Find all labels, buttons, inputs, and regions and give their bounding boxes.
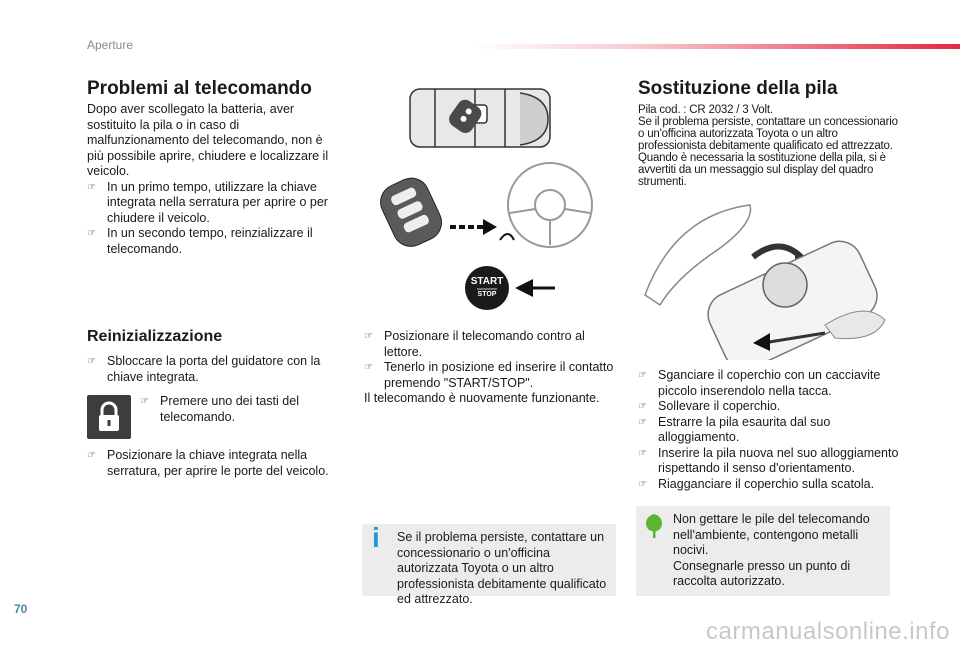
pointing-hand-bullet-icon: ☞ bbox=[638, 416, 647, 428]
battery-code: Pila cod. : CR 2032 / 3 Volt. bbox=[638, 104, 773, 116]
van-key-illustration bbox=[365, 85, 620, 315]
bullet-text: Tenerlo in posizione ed inserire il contatto premendo "START/STOP". bbox=[384, 360, 614, 390]
battery-warning: Quando è necessaria la sostituzione della pila, si è avvertiti da un messaggio sul display del quadro strumenti. bbox=[638, 152, 886, 188]
reader-result: Il telecomando è nuovamente funzionante. bbox=[364, 391, 600, 405]
info-icon: i bbox=[372, 522, 380, 553]
reinit-step-1 bbox=[87, 354, 332, 385]
reader-steps bbox=[364, 329, 619, 407]
list-item bbox=[87, 180, 342, 227]
bullet-text: Riagganciare il coperchio sulla scatola. bbox=[658, 476, 875, 491]
bullet-text: Inserire la pila nuova nel suo alloggiamento rispettando il senso d'orientamento. bbox=[658, 445, 899, 475]
bullet-text: Estrarre la pila esaurita dal suo alloggiamento. bbox=[658, 414, 831, 444]
reinit-step-3 bbox=[87, 448, 337, 479]
bullet-text: Premere uno dei tasti del telecomando. bbox=[160, 394, 299, 424]
list-item bbox=[87, 226, 342, 257]
pointing-hand-bullet-icon: ☞ bbox=[87, 450, 96, 461]
battery-coin bbox=[763, 263, 807, 307]
bullet-text: Sollevare il coperchio. bbox=[658, 399, 781, 413]
key-fob bbox=[375, 172, 448, 252]
page-number: 70 bbox=[14, 602, 28, 616]
pointing-hand-bullet-icon: ☞ bbox=[87, 228, 96, 239]
pointing-hand-bullet-icon: ☞ bbox=[140, 396, 149, 407]
battery-intro bbox=[638, 104, 900, 188]
pointing-hand-bullet-icon: ☞ bbox=[87, 356, 96, 367]
reinit-step-2 bbox=[140, 394, 330, 425]
eco-text: Non gettare le pile del telecomando nell'ambiente, contengono metalli nocivi. Consegnarle presso un punto di raccolta autorizzato. bbox=[673, 512, 870, 588]
bullet-text: Sganciare il coperchio con un cacciavite piccolo inserendolo nella tacca. bbox=[658, 368, 881, 398]
eco-box bbox=[636, 506, 890, 596]
bullet-text: In un secondo tempo, reinzializzare il telecomando. bbox=[107, 226, 313, 256]
start-stop-button bbox=[465, 266, 509, 310]
start-label: START bbox=[470, 276, 504, 287]
pointing-hand-bullet-icon: ☞ bbox=[364, 362, 373, 373]
remote-problems-intro: Dopo aver scollegato la batteria, aver sostituito la pila o in caso di malfunzionamento del telecomando, non è più possibile aprire, chiudere e localizzare il veicolo. bbox=[87, 102, 329, 178]
battery-title: Sostituzione della pila bbox=[638, 78, 838, 99]
bullet-text: Sbloccare la porta del guidatore con la chiave integrata. bbox=[107, 354, 321, 384]
section-label: Aperture bbox=[87, 38, 134, 52]
header-divider bbox=[470, 44, 960, 49]
steering-wheel bbox=[508, 163, 592, 247]
reinit-title: Reinizializzazione bbox=[87, 328, 223, 345]
leaf-icon bbox=[642, 512, 666, 545]
remote-problems-text bbox=[87, 102, 342, 257]
pointing-hand-bullet-icon: ☞ bbox=[364, 331, 373, 342]
lock-icon bbox=[87, 395, 131, 439]
pointing-hand-bullet-icon: ☞ bbox=[87, 181, 96, 193]
pointing-hand-bullet-icon: ☞ bbox=[638, 401, 647, 412]
bullet-text: Posizionare il telecomando contro al lettore. bbox=[384, 329, 585, 359]
pointing-hand-bullet-icon: ☞ bbox=[638, 370, 647, 381]
remote-problems-title: Problemi al telecomando bbox=[87, 78, 312, 99]
watermark: carmanualsonline.info bbox=[706, 618, 950, 645]
info-box bbox=[362, 522, 616, 606]
van-top-view bbox=[410, 89, 550, 147]
battery-replacement-illustration bbox=[635, 195, 890, 360]
info-text: Se il problema persiste, contattare un concessionario o un'officina autorizzata Toyota o un altro professionista debitamente qualificato ed attrezzato. bbox=[397, 530, 607, 606]
bullet-text: In un primo tempo, utilizzare la chiave integrata nella serratura per aprire o per chiudere il veicolo. bbox=[107, 179, 328, 225]
battery-contact: Se il problema persiste, contattare un concessionario o un'officina autorizzata Toyota o un altro professionista debitamente qualificato ed attrezzato. bbox=[638, 116, 898, 152]
stop-label: STOP bbox=[477, 291, 497, 298]
battery-steps bbox=[638, 368, 900, 492]
bullet-text: Posizionare la chiave integrata nella serratura, per aprire le porte del veicolo. bbox=[107, 448, 329, 478]
pointing-hand-bullet-icon: ☞ bbox=[638, 478, 647, 490]
pointing-hand-bullet-icon: ☞ bbox=[638, 447, 647, 459]
